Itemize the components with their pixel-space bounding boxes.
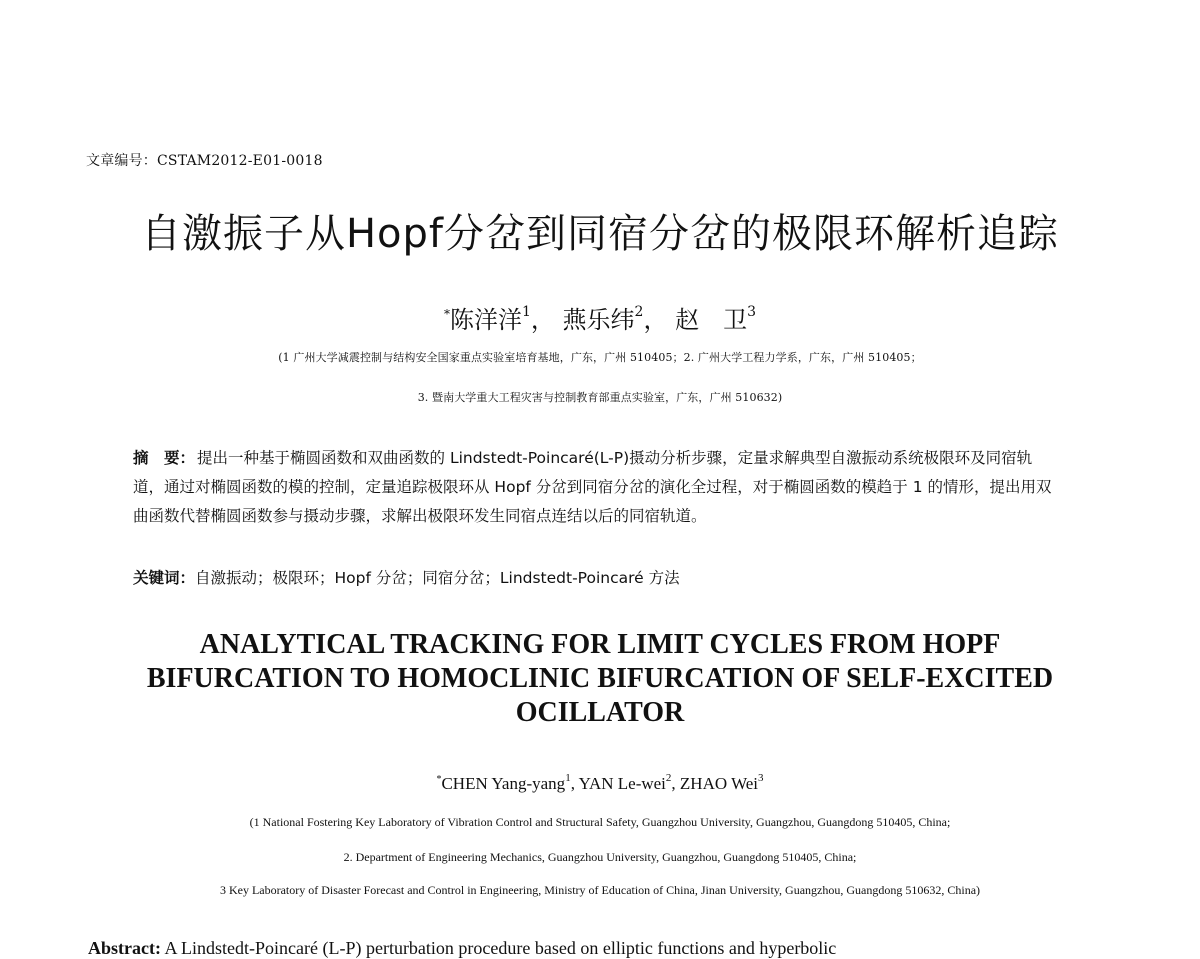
english-title-line-3: OCILLATOR	[515, 697, 685, 728]
author-3-name: 赵 卫	[675, 306, 748, 334]
chinese-abstract	[133, 444, 1063, 531]
author-1-affil: 1	[565, 772, 571, 784]
chinese-keywords-text: 自激振动；极限环；Hopf 分岔；同宿分岔；Lindstedt-Poincaré 方法	[195, 569, 680, 587]
english-affiliation-line-3: 3 Key Laboratory of Disaster Forecast and Control in Engineering, Ministry of Education of China, Jinan University, Guangzhou, Guangdong 510632, China)	[219, 883, 981, 897]
author-2-name: 燕乐纬	[562, 306, 635, 334]
english-authors	[0, 772, 1200, 794]
author-1-marker: *	[436, 774, 442, 785]
english-affiliation-line-2: 2. Department of Engineering Mechanics, Guangzhou University, Guangzhou, Guangdong 510405, China;	[343, 850, 857, 864]
author-separator: ，	[530, 306, 555, 334]
chinese-abstract-text: 提出一种基于椭圆函数和双曲函数的 Lindstedt-Poincaré(L-P)摄动分析步骤，定量求解典型自激振动系统极限环及同宿轨道，通过对椭圆函数的模的控制，定量追踪极限环从 Hopf 分岔到同宿分岔的演化全过程，对于椭圆函数的模趋于 1 的情形，提出用双曲函数代替椭圆函数参与摄动步骤，求解出极限环发生同宿点连结以后的同宿轨道。	[133, 449, 1052, 525]
author-1-affil: 1	[521, 304, 531, 320]
english-title-line-1: ANALYTICAL TRACKING FOR LIMIT CYCLES FROM HOPF	[199, 629, 1001, 660]
chinese-keywords	[133, 566, 1063, 588]
article-number: 文章编号：CSTAM2012-E01-0018	[86, 153, 323, 169]
english-abstract-label: Abstract:	[88, 938, 161, 958]
author-1-name: 陈洋洋	[449, 306, 522, 334]
chinese-affiliation-line-1: (1 广州大学减震控制与结构安全国家重点实验室培育基地，广东，广州 510405；2. 广州大学工程力学系，广东，广州 510405；	[278, 351, 922, 364]
author-separator: ,	[570, 774, 579, 793]
author-1-marker: *	[443, 307, 450, 321]
author-1-name: CHEN Yang-yang	[441, 774, 566, 793]
chinese-abstract-label: 摘 要：	[133, 449, 196, 467]
chinese-affiliation-line-2: 3. 暨南大学重大工程灾害与控制教育部重点实验室，广东，广州 510632)	[417, 391, 783, 404]
chinese-keywords-label: 关键词：	[133, 569, 196, 587]
chinese-title: 自激振子从Hopf分岔到同宿分岔的极限环解析追踪	[140, 211, 1060, 257]
author-2-affil: 2	[665, 772, 672, 784]
author-2-name: YAN Le-wei	[578, 774, 666, 793]
author-3-affil: 3	[758, 772, 764, 784]
author-separator: ，	[643, 306, 668, 334]
english-abstract-text: A Lindstedt-Poincaré (L-P) perturbation procedure based on elliptic functions and hyperbolic	[164, 938, 837, 958]
author-3-affil: 3	[747, 304, 757, 320]
english-affiliation-line-1: (1 National Fostering Key Laboratory of Vibration Control and Structural Safety, Guangzhou University, Guangzhou, Guangdong 510405, China;	[249, 815, 951, 829]
english-abstract	[88, 938, 1118, 959]
author-2-affil: 2	[634, 304, 644, 320]
chinese-authors	[0, 300, 1200, 335]
english-title-line-2: BIFURCATION TO HOMOCLINIC BIFURCATION OF SELF-EXCITED	[146, 663, 1054, 694]
author-separator: ,	[671, 774, 680, 793]
english-title	[0, 628, 1200, 730]
author-3-name: ZHAO Wei	[679, 774, 759, 793]
